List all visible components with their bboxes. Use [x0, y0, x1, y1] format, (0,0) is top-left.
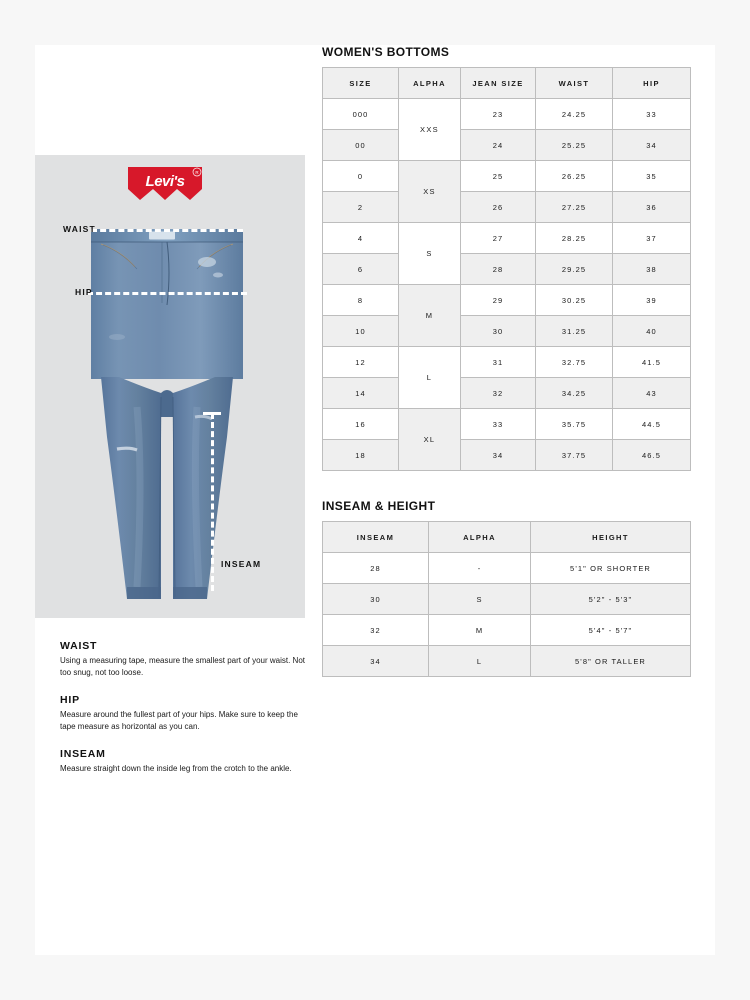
col-header-alpha: ALPHA — [429, 522, 531, 553]
cell-inseam: 32 — [323, 615, 429, 646]
cell-jean-size: 27 — [461, 223, 536, 254]
cell-jean-size: 34 — [461, 440, 536, 471]
cell-alpha: M — [429, 615, 531, 646]
cell-jean-size: 32 — [461, 378, 536, 409]
cell-size: 10 — [323, 316, 399, 347]
cell-size: 14 — [323, 378, 399, 409]
cell-inseam: 30 — [323, 584, 429, 615]
content-card — [35, 45, 715, 955]
cell-alpha: S — [429, 584, 531, 615]
cell-hip: 38 — [613, 254, 691, 285]
measurement-guide — [60, 640, 310, 775]
table-row — [323, 615, 691, 646]
diagram-label-waist: WAIST — [63, 224, 96, 234]
hip-measure-line — [87, 292, 247, 295]
guide-title-inseam: INSEAM — [60, 747, 106, 760]
womens-bottoms-table — [322, 67, 691, 471]
cell-alpha: L — [429, 646, 531, 677]
table-row — [323, 440, 691, 471]
cell-waist: 30.25 — [536, 285, 613, 316]
cell-height: 5'1" OR SHORTER — [531, 553, 691, 584]
cell-waist: 37.75 — [536, 440, 613, 471]
cell-alpha: S — [399, 223, 461, 285]
cell-waist: 35.75 — [536, 409, 613, 440]
inseam-height-section — [322, 499, 692, 677]
cell-waist: 28.25 — [536, 223, 613, 254]
table-row — [323, 161, 691, 192]
tables-column — [322, 45, 692, 705]
cell-alpha: XS — [399, 161, 461, 223]
col-header-hip: HIP — [613, 68, 691, 99]
cell-height: 5'4" - 5'7" — [531, 615, 691, 646]
cell-hip: 44.5 — [613, 409, 691, 440]
cell-hip: 33 — [613, 99, 691, 130]
cell-jean-size: 33 — [461, 409, 536, 440]
col-header-inseam: INSEAM — [323, 522, 429, 553]
cell-jean-size: 23 — [461, 99, 536, 130]
cell-size: 8 — [323, 285, 399, 316]
cell-size: 000 — [323, 99, 399, 130]
cell-jean-size: 29 — [461, 285, 536, 316]
col-header-jean-size: JEAN SIZE — [461, 68, 536, 99]
cell-inseam: 28 — [323, 553, 429, 584]
cell-jean-size: 28 — [461, 254, 536, 285]
cell-height: 5'2" - 5'3" — [531, 584, 691, 615]
cell-jean-size: 30 — [461, 316, 536, 347]
cell-waist: 24.25 — [536, 99, 613, 130]
cell-jean-size: 25 — [461, 161, 536, 192]
cell-hip: 39 — [613, 285, 691, 316]
cell-size: 4 — [323, 223, 399, 254]
table-header-row — [323, 68, 691, 99]
table-row — [323, 285, 691, 316]
table-row — [323, 223, 691, 254]
womens-bottoms-section — [322, 45, 692, 471]
cell-alpha: XXS — [399, 99, 461, 161]
cell-hip: 34 — [613, 130, 691, 161]
cell-size: 2 — [323, 192, 399, 223]
cell-size: 6 — [323, 254, 399, 285]
col-header-alpha: ALPHA — [399, 68, 461, 99]
guide-title-hip: HIP — [60, 693, 80, 706]
col-header-height: HEIGHT — [531, 522, 691, 553]
cell-hip: 35 — [613, 161, 691, 192]
table-row — [323, 192, 691, 223]
table-row — [323, 646, 691, 677]
cell-hip: 40 — [613, 316, 691, 347]
guide-title-waist: WAIST — [60, 640, 98, 652]
table-row — [323, 409, 691, 440]
col-header-waist: WAIST — [536, 68, 613, 99]
waist-measure-line — [91, 229, 243, 232]
cell-waist: 29.25 — [536, 254, 613, 285]
table-row — [323, 99, 691, 130]
cell-height: 5'8" OR TALLER — [531, 646, 691, 677]
cell-hip: 37 — [613, 223, 691, 254]
table-row — [323, 254, 691, 285]
cell-alpha: - — [429, 553, 531, 584]
cell-waist: 27.25 — [536, 192, 613, 223]
cell-hip: 43 — [613, 378, 691, 409]
cell-hip: 41.5 — [613, 347, 691, 378]
cell-waist: 34.25 — [536, 378, 613, 409]
cell-size: 12 — [323, 347, 399, 378]
table-row — [323, 347, 691, 378]
levis-logo — [125, 165, 205, 207]
guide-text-waist: Using a measuring tape, measure the smallest part of your waist. Not too snug, not too loose. — [60, 656, 305, 678]
table-row — [323, 553, 691, 584]
cell-waist: 32.75 — [536, 347, 613, 378]
cell-hip: 36 — [613, 192, 691, 223]
cell-size: 00 — [323, 130, 399, 161]
cell-jean-size: 24 — [461, 130, 536, 161]
womens-bottoms-title: WOMEN'S BOTTOMS — [322, 45, 450, 59]
inseam-height-title: INSEAM & HEIGHT — [322, 499, 436, 513]
cell-inseam: 34 — [323, 646, 429, 677]
svg-text:Levi's: Levi's — [145, 173, 185, 190]
table-row — [323, 584, 691, 615]
jeans-illustration — [87, 217, 247, 607]
inseam-height-table — [322, 521, 691, 677]
jeans-diagram-panel — [35, 155, 305, 618]
guide-text-inseam: Measure straight down the inside leg from the crotch to the ankle. — [60, 763, 292, 773]
cell-alpha: L — [399, 347, 461, 409]
cell-size: 18 — [323, 440, 399, 471]
col-header-size: SIZE — [323, 68, 399, 99]
diagram-label-inseam: INSEAM — [221, 559, 262, 569]
cell-alpha: M — [399, 285, 461, 347]
table-header-row — [323, 522, 691, 553]
diagram-label-hip: HIP — [75, 287, 93, 297]
cell-hip: 46.5 — [613, 440, 691, 471]
table-row — [323, 378, 691, 409]
cell-size: 16 — [323, 409, 399, 440]
cell-alpha: XL — [399, 409, 461, 471]
svg-text:R: R — [195, 170, 199, 175]
inseam-measure-line — [211, 413, 214, 591]
cell-waist: 31.25 — [536, 316, 613, 347]
cell-waist: 26.25 — [536, 161, 613, 192]
cell-jean-size: 26 — [461, 192, 536, 223]
cell-jean-size: 31 — [461, 347, 536, 378]
cell-size: 0 — [323, 161, 399, 192]
table-row — [323, 130, 691, 161]
cell-waist: 25.25 — [536, 130, 613, 161]
table-row — [323, 316, 691, 347]
guide-text-hip: Measure around the fullest part of your hips. Make sure to keep the tape measure as horizontal as you can. — [60, 709, 298, 732]
